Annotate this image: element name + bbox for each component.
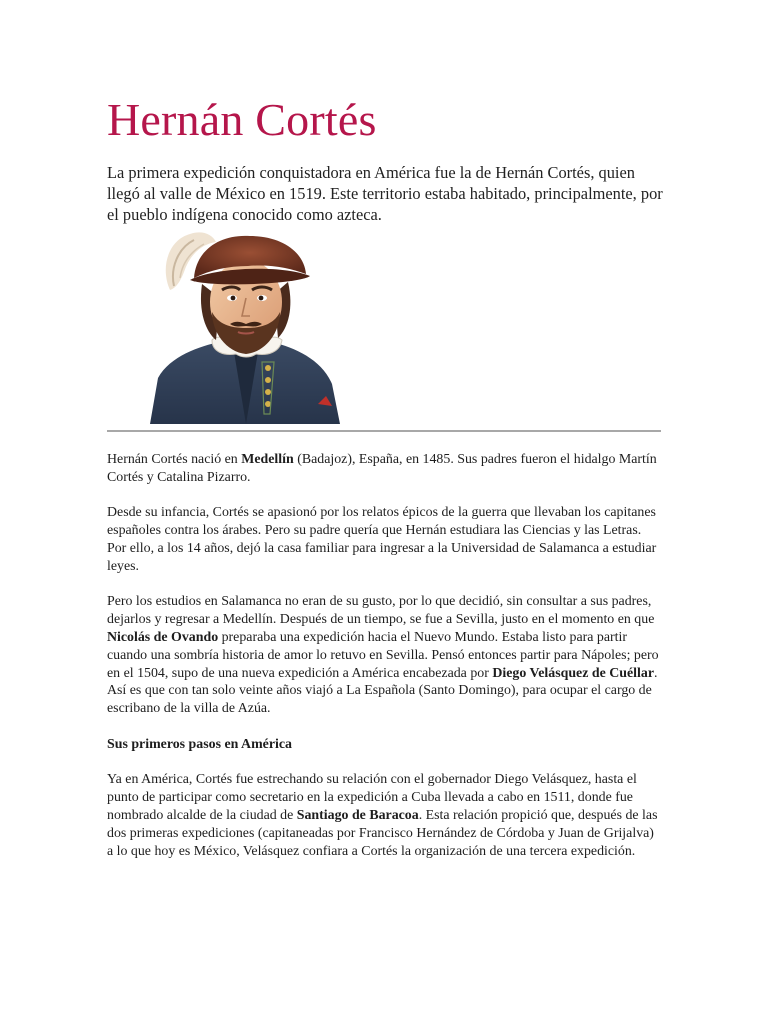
paragraph-studies: Pero los estudios en Salamanca no eran de su gusto, por lo que decidió, sin consultar a sus padres, dejarlos y regresar a Medellín. Después de un tiempo, se fue a Sevilla, justo en el momento en que Nicolás de Ovando preparaba una expedición hacia el Nuevo Mundo. Estaba listo para partir cuando una sombría historia de amor lo retuvo en Sevilla. Pensó entonces partir para Nápoles; pero en el 1504, supo de una nueva expedición a América encabezada por Diego Velásquez de Cuéllar. Así es que con tan solo veinte años viajó a La Española (Santo Domingo), para ocupar el cargo de escribano de la villa de Azúa. — [107, 594, 659, 717]
name-diego-velasquez: Diego Velásquez de Cuéllar — [492, 665, 654, 681]
hernan-cortes-portrait — [150, 228, 340, 424]
intro-paragraph: La primera expedición conquistadora en América fue la de Hernán Cortés, quien llegó al valle de México en 1519. Este territorio estaba habitado, principalmente, por el pueblo indígena conocido como azteca. — [107, 163, 663, 224]
place-medellin: Medellín — [241, 452, 294, 467]
name-nicolas-de-ovando: Nicolás de Ovando — [107, 629, 219, 645]
section-heading: Sus primeros pasos en América — [107, 736, 292, 752]
place-santiago-de-baracoa: Santiago de Baracoa — [296, 807, 419, 823]
paragraph-childhood: Desde su infancia, Cortés se apasionó por los relatos épicos de la guerra que llevaban los capitanes españoles contra los árabes. Pero su padre quería que Hernán estudiara las Ciencias y las Letras. Por ello, a los 14 años, dejó la casa familiar para ingresar a la Universidad de Salamanca a estudiar leyes. — [107, 505, 657, 574]
paragraph-america: Ya en América, Cortés fue estrechando su relación con el gobernador Diego Velásquez, hasta el punto de participar como secretario en la expedición a Cuba llevada a cabo en 1511, donde fue nombrado alcalde de la ciudad de Santiago de Baracoa. Esta relación propició que, después de las dos primeras expediciones (capitaneadas por Francisco Hernández de Córdoba y Juan de Grijalva) a lo que hoy es México, Velásquez confiara a Cortés la organización de una tercera expedición. — [107, 772, 658, 859]
section-divider — [107, 430, 661, 432]
paragraph-birth: Hernán Cortés nació en Medellín (Badajoz), España, en 1485. Sus padres fueron el hidalgo Martín Cortés y Catalina Pizarro. — [107, 452, 657, 485]
page-title: Hernán Cortés — [107, 94, 377, 145]
biography-text — [107, 451, 663, 878]
